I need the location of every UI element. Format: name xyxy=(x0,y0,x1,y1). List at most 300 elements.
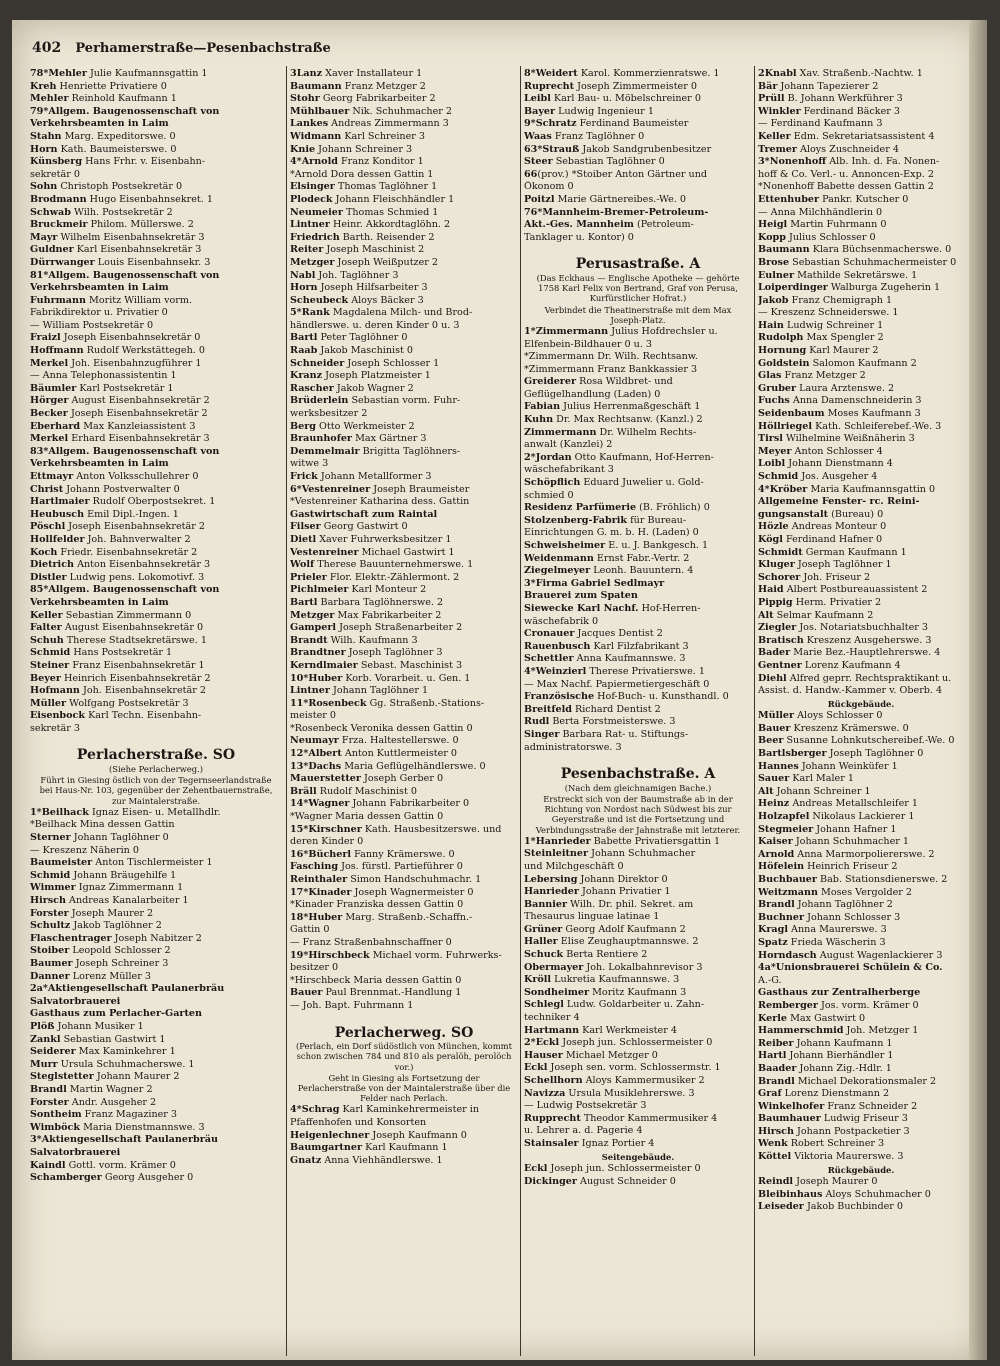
resident-surname: Kopp xyxy=(758,231,786,243)
directory-entry xyxy=(30,1147,282,1160)
directory-entry xyxy=(30,194,282,207)
resident-surname: Prieler xyxy=(290,571,327,583)
resident-surname: Kinader xyxy=(308,886,352,898)
resident-details: B. Johann Werkführer 3 xyxy=(787,93,903,105)
directory-entry xyxy=(290,547,518,560)
resident-details: Georg Fabrikarbeiter 2 xyxy=(322,93,436,105)
resident-surname: Loiperdinger xyxy=(758,282,828,294)
resident-surname: Seiderer xyxy=(30,1046,76,1058)
resident-details: Ludw. Goldarbeiter u. Zahn- xyxy=(566,999,705,1011)
directory-entry xyxy=(290,484,518,497)
directory-entry xyxy=(290,660,518,673)
resident-surname: Forster xyxy=(30,907,69,919)
directory-entry xyxy=(758,547,964,560)
directory-entry xyxy=(30,144,282,157)
resident-details: E. u. J. Bankgesch. 1 xyxy=(608,540,709,552)
directory-entry xyxy=(290,194,518,207)
directory-entry xyxy=(758,824,964,837)
resident-details: Ursula Schuhmacherswe. 1 xyxy=(60,1058,195,1070)
resident-details: Karl Maurer 2 xyxy=(809,345,879,357)
resident-details: Franz Konditor 1 xyxy=(341,156,424,168)
house-number: 63* xyxy=(524,143,543,155)
resident-surname: Schmid xyxy=(30,869,71,881)
directory-entry xyxy=(758,559,964,572)
resident-details: Franz Taglöhner 0 xyxy=(554,130,645,142)
street-note: Verbindet die Theatinerstraße mit dem Max Joseph-Platz. xyxy=(544,304,732,325)
directory-entry xyxy=(30,169,282,182)
resident-surname: Glas xyxy=(758,370,782,382)
resident-surname: Elsinger xyxy=(290,181,335,193)
resident-surname: Loibl xyxy=(758,458,786,470)
house-number: 2 xyxy=(758,68,765,79)
resident-surname: Rupprecht xyxy=(524,1112,581,1124)
directory-entry xyxy=(524,886,752,899)
resident-details: Michael vorm. Fuhrwerks- xyxy=(372,949,502,961)
directory-entry xyxy=(30,996,282,1009)
resident-details: Julius Herrenmaßgeschäft 1 xyxy=(563,401,701,413)
resident-details: Marg. Expeditorswe. 0 xyxy=(64,130,176,142)
directory-entry xyxy=(290,81,518,94)
resident-details: Jakob Buchbinder 0 xyxy=(806,1201,904,1213)
resident-surname: Schultz xyxy=(30,920,71,932)
resident-surname: Hirschbeck xyxy=(308,949,370,961)
resident-surname: Steinleitner xyxy=(524,848,589,860)
resident-surname: Bäumler xyxy=(30,382,77,394)
directory-entry xyxy=(30,458,282,471)
directory-entry xyxy=(290,1000,518,1013)
directory-entry xyxy=(524,477,752,490)
resident-details: — Kreszenz Näherin 0 xyxy=(30,844,139,856)
resident-details: Moritz William vorm. xyxy=(89,294,193,306)
resident-details: Nik. Schuhmacher 2 xyxy=(352,105,452,117)
resident-details: — William Postsekretär 0 xyxy=(30,319,154,331)
resident-details: August Eisenbahnsekretär 2 xyxy=(71,395,210,407)
directory-entry xyxy=(524,1075,752,1088)
resident-surname: Plöß xyxy=(30,1020,55,1032)
resident-surname: Schmidt xyxy=(758,546,803,558)
directory-entry xyxy=(524,169,752,182)
resident-details: Joh. Eisenbahnsekretär 2 xyxy=(82,685,206,697)
resident-surname: Gamperl xyxy=(290,622,337,634)
resident-details: Joseph Schlosser 1 xyxy=(347,357,440,369)
resident-details: Ignaz Eisen- u. Metallhdlr. xyxy=(91,806,221,818)
directory-entry xyxy=(290,521,518,534)
directory-entry xyxy=(524,836,752,849)
directory-entry xyxy=(758,358,964,371)
house-number: 11* xyxy=(290,697,309,709)
street-note: (Nach dem gleichnamigen Bache.) xyxy=(564,782,712,793)
directory-entry xyxy=(290,534,518,547)
resident-surname: Schellhorn xyxy=(524,1075,583,1086)
resident-details: Magdalena Milch- und Brod- xyxy=(332,307,473,319)
resident-surname: Diehl xyxy=(758,672,787,684)
resident-surname: Allgem. Baugenossenschaft von xyxy=(48,105,220,117)
resident-surname: Gruber xyxy=(758,382,797,394)
resident-details: Aloys Bäcker 3 xyxy=(351,294,424,306)
resident-details: Hof-Buch- u. Kunsthandl. 0 xyxy=(597,691,729,703)
resident-surname: Weinzierl xyxy=(535,665,587,677)
resident-details: Johann Privatier 1 xyxy=(582,886,671,898)
resident-surname: Hartl xyxy=(758,1050,787,1062)
resident-details: Sebastian vorm. Fuhr- xyxy=(351,395,461,407)
directory-entry xyxy=(290,597,518,610)
resident-surname: Weidenmann xyxy=(524,552,594,564)
resident-details: werksbesitzer 2 xyxy=(290,408,368,420)
resident-details: händlerswe. u. deren Kinder 0 u. 3 xyxy=(290,319,460,331)
directory-entry xyxy=(30,433,282,446)
directory-entry xyxy=(290,1117,518,1130)
resident-surname: Hirsch xyxy=(758,1125,794,1137)
directory-entry xyxy=(290,937,518,950)
directory-entry xyxy=(524,527,752,540)
resident-details: Franz Chemigraph 1 xyxy=(791,294,893,306)
resident-surname: Zankl xyxy=(30,1033,61,1045)
house-number: 2a* xyxy=(30,983,48,995)
resident-details: Joseph Platzmeister 1 xyxy=(325,370,431,382)
directory-entry xyxy=(30,295,282,308)
resident-details: Nikolaus Lackierer 1 xyxy=(812,811,915,823)
resident-details: *Wagner Maria dessen Gattin 0 xyxy=(290,811,444,823)
resident-details: Wilhelm Eisenbahnsekretär 3 xyxy=(60,231,205,243)
directory-entry xyxy=(758,685,964,698)
directory-entry xyxy=(290,458,518,471)
directory-entry xyxy=(524,351,752,364)
directory-entry xyxy=(30,1046,282,1059)
directory-entry xyxy=(758,1176,964,1189)
directory-entry xyxy=(758,610,964,623)
street-note: (Das Eckhaus — Englische Apotheke — gehörte 1758 Karl Felix von Bertrand, Graf von Perusa, Kurfürstlicher Hofrat.) xyxy=(536,272,740,304)
directory-entry xyxy=(758,1138,964,1151)
resident-surname: Eckl xyxy=(524,1163,548,1175)
directory-entry xyxy=(30,370,282,383)
directory-entry xyxy=(758,383,964,396)
resident-surname: Graf xyxy=(758,1088,782,1100)
resident-details: — Ferdinand Kaufmann 3 xyxy=(758,118,883,130)
resident-details: Joh. Lokalbahnrevisor 3 xyxy=(586,961,703,973)
directory-entry xyxy=(30,845,282,858)
directory-entry xyxy=(758,509,964,522)
directory-entry xyxy=(524,641,752,654)
directory-entry xyxy=(758,887,964,900)
resident-details: (Petroleum- xyxy=(636,219,694,231)
resident-details: Joseph jun. Schlossermeister 0 xyxy=(550,1163,701,1175)
directory-entry xyxy=(30,723,282,736)
directory-entry xyxy=(758,408,964,421)
directory-entry xyxy=(290,181,518,194)
directory-entry xyxy=(30,1021,282,1034)
resident-details: Rudolf Oberpostsekret. 1 xyxy=(92,496,216,508)
directory-entry xyxy=(290,673,518,686)
resident-details: Tanklager u. Kontor) 0 xyxy=(524,231,634,243)
resident-details: deren Kinder 0 xyxy=(290,836,364,848)
resident-details: wäschefabrikant 3 xyxy=(524,464,614,476)
resident-surname: Rudl xyxy=(524,716,550,728)
resident-surname: Nabl xyxy=(290,269,316,281)
resident-details: Karl Werkmeister 4 xyxy=(582,1024,677,1036)
house-number: 2* xyxy=(524,1037,536,1049)
resident-details: Johann Bräugehilfe 1 xyxy=(73,869,177,881)
resident-details: Heinr. Akkordtaglöhn. 2 xyxy=(333,219,451,231)
resident-details: Joseph Hilfsarbeiter 3 xyxy=(320,282,428,294)
resident-details: Johann Bierhändler 1 xyxy=(789,1050,894,1062)
resident-surname: Hollfelder xyxy=(30,533,85,545)
resident-details: Ludwig Ingenieur 1 xyxy=(558,105,654,117)
directory-entry xyxy=(758,181,964,194)
resident-surname: Waas xyxy=(524,130,552,142)
resident-details: Sebastian Schuhmachermeister 0 xyxy=(792,256,957,268)
resident-surname: Keller xyxy=(30,609,63,621)
directory-entry xyxy=(30,857,282,870)
resident-details: Joseph Eisenbahnsekretär 2 xyxy=(70,408,208,420)
directory-entry xyxy=(758,81,964,94)
resident-surname: Baumgartner xyxy=(290,1142,362,1154)
resident-surname: Kluger xyxy=(758,559,795,571)
directory-entry xyxy=(30,534,282,547)
house-number: 83* xyxy=(30,445,49,457)
directory-entry xyxy=(524,540,752,553)
resident-details: Wilh. Postsekretär 2 xyxy=(74,206,173,218)
directory-entry xyxy=(30,257,282,270)
directory-entry xyxy=(524,1050,752,1063)
resident-surname: Gastwirtschaft zum Raintal xyxy=(290,508,438,520)
resident-details: Ferdinand Hafner 0 xyxy=(785,533,883,545)
resident-surname: Kragl xyxy=(758,924,788,936)
resident-surname: Brüderlein xyxy=(290,395,349,407)
resident-surname: Sontheim xyxy=(30,1109,82,1121)
house-number: 16* xyxy=(290,848,309,860)
resident-details: August Eisenbahnsekretär 0 xyxy=(64,622,204,634)
resident-details: Joseph Taglöhner 3 xyxy=(348,647,443,659)
resident-details: Johann Kaufmann 1 xyxy=(796,1037,893,1049)
directory-entry xyxy=(758,219,964,232)
resident-details: techniker 4 xyxy=(524,1012,580,1024)
resident-details: Andreas Metallschleifer 1 xyxy=(792,798,918,810)
directory-entry xyxy=(524,1012,752,1025)
resident-details: Anna Marmorpoliererswe. 2 xyxy=(797,848,935,860)
resident-details: besitzer 0 xyxy=(290,962,339,974)
directory-entry xyxy=(758,1076,964,1089)
resident-details: Friedr. Eisenbahnsekretär 2 xyxy=(60,546,198,558)
resident-details: Berta Forstmeisterswe. 3 xyxy=(552,716,676,728)
directory-entry xyxy=(30,622,282,635)
resident-surname: Becker xyxy=(30,408,68,420)
street-note: (Siehe Perlacherweg.) xyxy=(108,764,203,775)
resident-details: Christoph Postsekretär 0 xyxy=(60,181,183,193)
resident-details: Franz Schneider 2 xyxy=(827,1100,918,1112)
directory-entry xyxy=(290,156,518,169)
resident-surname: Hartlmaier xyxy=(30,496,90,508)
directory-entry xyxy=(758,421,964,434)
resident-details: Jos. Ausgeher 4 xyxy=(801,471,878,482)
resident-details: *Hirschbeck Maria dessen Gattin 0 xyxy=(290,974,462,986)
directory-entry xyxy=(758,1189,964,1202)
directory-entry xyxy=(758,899,964,912)
resident-details: Lukretia Kaufmannswe. 3 xyxy=(554,974,680,986)
resident-surname: Aktiengesellschaft Paulanerbräu xyxy=(47,983,225,995)
resident-details: Kreszenz Krämerswe. 0 xyxy=(793,722,909,734)
resident-surname: Rank xyxy=(301,307,330,319)
directory-column-3 xyxy=(524,68,752,1358)
directory-entry xyxy=(758,584,964,597)
resident-details: Ursula Musiklehrerswe. 3 xyxy=(568,1087,695,1099)
directory-entry xyxy=(290,471,518,484)
resident-details: Johann Fleischhändler 1 xyxy=(335,193,455,205)
resident-details: — Anna Telephonassistentin 1 xyxy=(30,370,177,382)
resident-surname: Kaiser xyxy=(758,836,793,848)
resident-surname: Mannheim-Bremer-Petroleum- xyxy=(542,206,709,218)
resident-details: Xaver Fuhrwerksbesitzer 1 xyxy=(319,533,452,545)
resident-surname: Bratisch xyxy=(758,634,804,646)
directory-entry xyxy=(758,232,964,245)
house-number: 4a* xyxy=(758,962,776,974)
resident-surname: Schlegl xyxy=(524,999,564,1011)
directory-entry xyxy=(758,1201,964,1214)
resident-details: Brigitta Taglöhners- xyxy=(362,445,461,457)
resident-surname: Wolf xyxy=(290,559,315,571)
resident-details: Elise Zeughauptmannswe. 2 xyxy=(560,936,699,948)
directory-entry xyxy=(30,521,282,534)
resident-details: Wilh. Dr. phil. Sekret. am xyxy=(570,898,694,910)
house-number: 3 xyxy=(290,68,297,79)
resident-details: Joseph Wagnermeister 0 xyxy=(354,886,474,898)
resident-surname: Siewecke Karl Nachf. xyxy=(524,602,639,614)
directory-entry xyxy=(290,169,518,182)
resident-details: *Nonenhoff Babette dessen Gattin 2 xyxy=(758,181,934,193)
resident-surname: Gentner xyxy=(758,659,802,671)
resident-surname: Ettenhuber xyxy=(758,193,820,205)
resident-details: Kreszenz Ausgeherswe. 3 xyxy=(806,634,932,646)
directory-entry xyxy=(758,144,964,157)
directory-entry xyxy=(30,244,282,257)
resident-details: Philom. Müllerswe. 2 xyxy=(90,219,194,231)
resident-details: Joh. Bahnverwalter 2 xyxy=(87,533,191,545)
directory-entry xyxy=(758,975,964,988)
resident-surname: Müller xyxy=(30,697,67,709)
directory-column-2 xyxy=(290,68,518,1358)
resident-surname: Schamberger xyxy=(30,1172,102,1184)
directory-entry xyxy=(290,950,518,963)
directory-entry xyxy=(290,232,518,245)
directory-entry xyxy=(30,610,282,623)
resident-details: Pankr. Kutscher 0 xyxy=(822,193,909,205)
resident-surname: Alt xyxy=(758,609,774,621)
resident-surname: Bartl xyxy=(290,596,318,608)
resident-details: Flor. Elektr.-Zählermont. 2 xyxy=(329,571,460,583)
resident-surname: Nonenhoff xyxy=(769,156,827,168)
resident-surname: Müller xyxy=(758,710,795,722)
directory-entry xyxy=(290,824,518,837)
resident-surname: Baumeister xyxy=(30,857,93,869)
resident-details: Xav. Straßenb.-Nachtw. 1 xyxy=(799,68,923,79)
resident-surname: Kaindl xyxy=(30,1159,66,1171)
directory-entry xyxy=(524,427,752,440)
resident-surname: Breitfeld xyxy=(524,703,572,715)
directory-entry xyxy=(30,93,282,106)
resident-surname: Schöpflich xyxy=(524,477,581,489)
resident-details: Johann Postpacketier 3 xyxy=(797,1125,910,1137)
resident-surname: Brose xyxy=(758,256,790,268)
directory-entry xyxy=(524,999,752,1012)
directory-entry xyxy=(30,332,282,345)
resident-surname: Ziegler xyxy=(758,622,797,634)
directory-entry xyxy=(290,370,518,383)
resident-surname: Kerndlmaier xyxy=(290,659,358,671)
directory-entry xyxy=(758,446,964,459)
resident-surname: Bartlsberger xyxy=(758,748,827,760)
directory-entry xyxy=(524,118,752,131)
directory-entry xyxy=(524,1113,752,1126)
directory-entry xyxy=(758,534,964,547)
resident-details: Reinhold Kaufmann 1 xyxy=(71,93,177,105)
directory-entry xyxy=(290,987,518,1000)
resident-details: — Joh. Bapt. Fuhrmann 1 xyxy=(290,999,414,1011)
resident-surname: Guldner xyxy=(30,244,74,256)
directory-entry xyxy=(758,849,964,862)
resident-details: German Kaufmann 1 xyxy=(805,546,907,558)
resident-surname: Fraizl xyxy=(30,332,61,344)
resident-surname: Obermayer xyxy=(524,961,584,973)
resident-surname: Alt xyxy=(758,785,774,797)
resident-surname: Beilhack xyxy=(41,806,89,818)
resident-surname: Salvatorbrauerei xyxy=(30,1146,121,1158)
directory-entry xyxy=(758,660,964,673)
resident-surname: Lebersing xyxy=(524,873,578,885)
directory-entry xyxy=(290,295,518,308)
resident-surname: Bayer xyxy=(524,105,556,117)
resident-surname: Goldstein xyxy=(758,357,810,369)
directory-entry xyxy=(758,118,964,131)
resident-details: Louis Eisenbahnsekr. 3 xyxy=(97,256,211,268)
house-number: 4* xyxy=(290,156,302,168)
house-number: 3* xyxy=(30,1134,42,1146)
resident-surname: Meyer xyxy=(758,445,792,457)
directory-entry xyxy=(290,811,518,824)
house-number: 4* xyxy=(758,483,770,495)
resident-surname: Raab xyxy=(290,345,318,357)
resident-details: Rudolf Maschinist 0 xyxy=(319,785,417,797)
resident-details: — Anna Milchhändlerin 0 xyxy=(758,206,883,218)
resident-details: Julius Schlosser 0 xyxy=(789,231,876,243)
directory-entry xyxy=(758,270,964,283)
resident-details: Erhard Eisenbahnsekretär 3 xyxy=(71,433,210,445)
resident-surname: Hauser xyxy=(524,1049,563,1061)
resident-details: Moses Kaufmann 3 xyxy=(827,408,921,420)
directory-entry xyxy=(30,685,282,698)
directory-entry xyxy=(758,673,964,686)
directory-page xyxy=(12,20,987,1360)
resident-surname: Hanrieder xyxy=(524,886,579,898)
house-number: 1* xyxy=(524,325,536,337)
resident-details: Johann Fabrikarbeiter 0 xyxy=(352,798,470,810)
directory-entry xyxy=(290,610,518,623)
resident-surname: Sondheimer xyxy=(524,986,590,998)
street-note: Führt in Giesing östlich von der Tegernseerlandstraße bei Haus-Nr. 103, gegenüber der Zehentbauernstraße, zur Maintalerstraße. xyxy=(39,775,273,806)
directory-entry xyxy=(524,848,752,861)
resident-details: Babette Privatiersgattin 1 xyxy=(593,835,721,847)
directory-entry xyxy=(30,446,282,459)
resident-surname: Stahn xyxy=(30,130,62,142)
resident-details: Anton Kuttlermeister 0 xyxy=(344,748,458,760)
resident-details: Max Fabrikarbeiter 2 xyxy=(337,609,442,621)
resident-details: Jakob Maschinist 0 xyxy=(320,345,414,357)
directory-entry xyxy=(524,628,752,641)
resident-surname: Schuck xyxy=(524,949,564,961)
directory-entry xyxy=(290,320,518,333)
directory-entry xyxy=(758,874,964,887)
resident-details: Joseph Maurer 2 xyxy=(71,907,154,919)
directory-entry xyxy=(30,270,282,283)
directory-entry xyxy=(30,933,282,946)
